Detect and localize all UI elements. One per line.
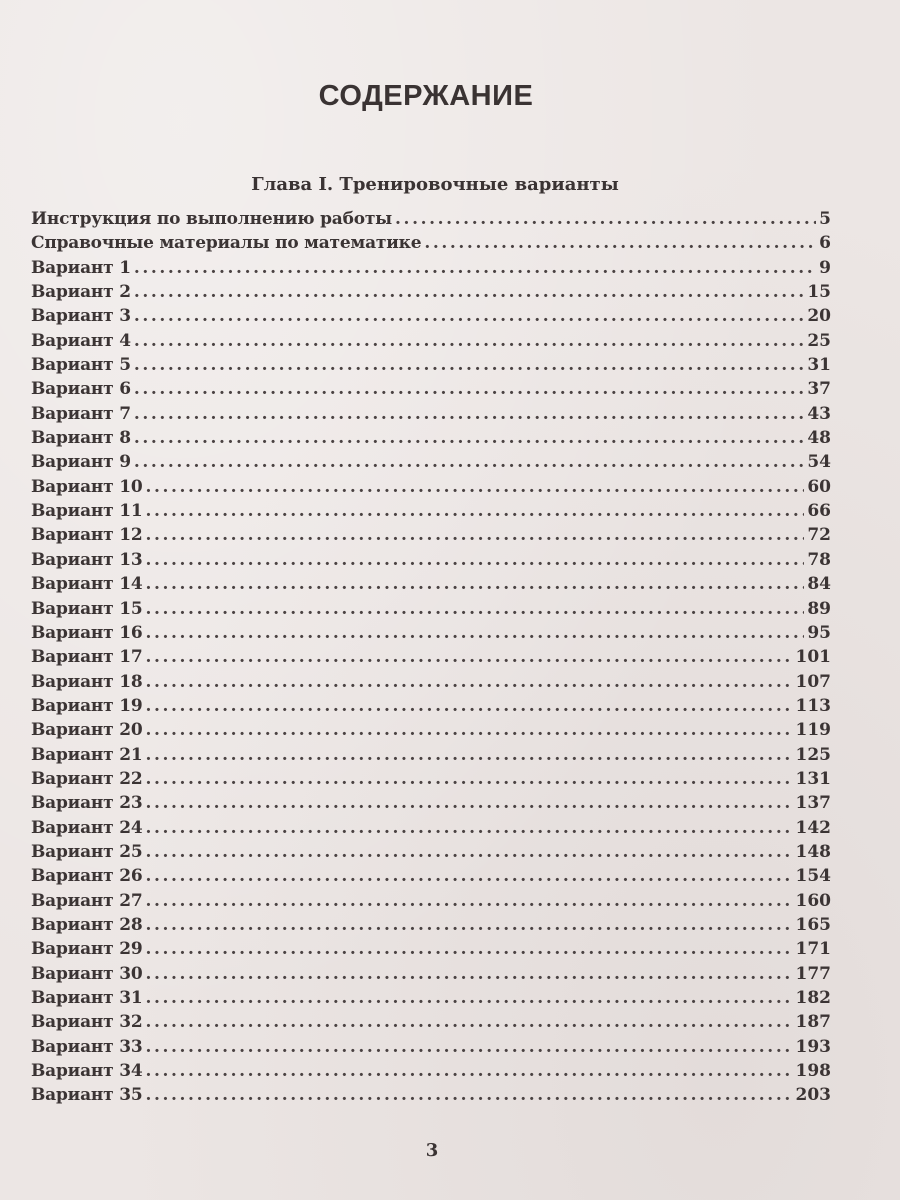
toc-entry-label: Вариант 7 [31,403,131,424]
toc-entry [31,1012,831,1036]
toc-entry-page: 182 [795,988,831,1008]
toc-entry-page: 148 [795,841,831,862]
toc-entry-label: Вариант 31 [31,988,143,1008]
toc-entry-label: Вариант 12 [31,525,143,546]
toc-entry-label: Вариант 25 [31,841,143,862]
dot-leader [134,306,805,326]
toc-entry-page: 72 [807,525,831,546]
dot-leader [145,1061,792,1081]
page-title: СОДЕРЖАНИЕ [318,80,534,112]
toc-entry [31,1085,831,1109]
dot-leader [145,1037,792,1057]
toc-entry-label: Вариант 8 [31,428,131,449]
toc-entry-page: 119 [795,720,831,741]
toc-entry-label: Вариант 11 [31,501,143,522]
dot-leader [424,233,816,253]
toc-entry-label: Вариант 1 [31,257,131,278]
toc-entry-page: 137 [795,793,831,814]
toc-entry-label: Вариант 26 [31,866,143,887]
toc-entry-page: 43 [807,403,831,424]
toc-entry-label: Вариант 29 [31,939,143,960]
dot-leader [145,1012,792,1032]
toc-entry [31,623,831,647]
toc-entry-page: 37 [807,379,831,400]
toc-entry-label: Вариант 34 [31,1061,143,1082]
toc-entry-label: Вариант 22 [31,768,143,789]
toc-entry-label: Вариант 27 [31,890,143,911]
toc-entry-label: Вариант 28 [31,914,143,935]
toc-entry [31,672,831,696]
toc-entry-label: Вариант 4 [31,330,131,351]
toc-entry-page: 177 [795,963,831,984]
toc-entry [31,574,831,598]
toc-entry [31,1037,831,1061]
toc-entry-label: Вариант 10 [31,476,143,497]
toc-entry [31,404,831,428]
toc-entry-page: 9 [819,257,831,278]
toc-entry [31,501,831,525]
toc-entry-page: 101 [795,647,831,668]
dot-leader [145,672,792,692]
dot-leader [145,842,792,862]
toc-entry-page: 154 [795,866,831,887]
toc-entry-page: 193 [795,1036,831,1057]
dot-leader [145,501,804,521]
toc-entry [31,745,831,769]
toc-entry [31,306,831,330]
table-of-contents [31,209,831,1110]
dot-leader [145,964,792,984]
toc-entry-label: Вариант 9 [31,452,131,473]
toc-entry [31,258,831,282]
toc-entry [31,988,831,1012]
dot-leader [134,331,805,351]
toc-entry-label: Инструкция по выполнению работы [31,209,393,229]
dot-leader [145,477,804,497]
toc-entry [31,477,831,501]
dot-leader [134,282,805,302]
dot-leader [145,866,792,886]
toc-entry-label: Вариант 33 [31,1036,143,1057]
toc-entry-page: 15 [807,282,831,303]
toc-entry-label: Вариант 19 [31,695,143,716]
toc-entry-page: 66 [807,501,831,522]
toc-entry-page: 25 [807,330,831,351]
dot-leader [145,818,792,838]
toc-entry-page: 142 [795,817,831,838]
dot-leader [134,428,805,448]
toc-entry-page: 171 [795,939,831,960]
dot-leader [145,915,792,935]
dot-leader [145,939,792,959]
page-number: 3 [425,1140,439,1161]
toc-entry-label: Вариант 23 [31,793,143,814]
toc-entry [31,550,831,574]
toc-entry-label: Вариант 35 [31,1085,143,1106]
dot-leader [145,769,792,789]
toc-entry-label: Вариант 17 [31,647,143,668]
toc-entry-page: 48 [807,428,831,449]
toc-entry [31,599,831,623]
dot-leader [145,745,792,765]
toc-entry-label: Вариант 20 [31,720,143,741]
toc-entry-page: 113 [795,695,831,716]
toc-entry [31,964,831,988]
toc-entry-label: Вариант 13 [31,549,143,570]
toc-entry-page: 54 [807,452,831,473]
dot-leader [145,599,804,619]
chapter-title: Глава I. Тренировочные варианты [251,174,619,195]
toc-entry-label: Вариант 16 [31,622,143,643]
toc-entry [31,379,831,403]
toc-entry-page: 107 [795,671,831,692]
toc-entry [31,331,831,355]
toc-entry-page: 20 [807,306,831,327]
dot-leader [145,525,804,545]
toc-entry [31,209,831,233]
toc-entry-label: Вариант 14 [31,574,143,595]
toc-entry-page: 5 [819,209,831,229]
toc-entry-label: Вариант 18 [31,671,143,692]
dot-leader [145,1085,792,1105]
toc-entry [31,233,831,257]
toc-entry-label: Вариант 2 [31,282,131,303]
toc-entry [31,939,831,963]
toc-entry-label: Вариант 24 [31,817,143,838]
toc-entry [31,769,831,793]
dot-leader [134,258,816,278]
toc-entry [31,720,831,744]
dot-leader [395,209,816,229]
dot-leader [145,793,792,813]
toc-entry-label: Вариант 6 [31,379,131,400]
toc-entry [31,1061,831,1085]
dot-leader [134,379,805,399]
toc-entry-page: 131 [795,768,831,789]
dot-leader [145,574,804,594]
toc-entry-label: Вариант 3 [31,306,131,327]
toc-entry [31,647,831,671]
toc-entry [31,915,831,939]
toc-entry-page: 84 [807,574,831,595]
toc-entry [31,428,831,452]
toc-entry-page: 31 [807,355,831,376]
toc-entry-page: 6 [819,233,831,254]
dot-leader [145,696,792,716]
dot-leader [145,623,804,643]
toc-entry-page: 95 [807,622,831,643]
dot-leader [134,404,805,424]
toc-entry [31,842,831,866]
toc-entry [31,891,831,915]
toc-entry-page: 187 [795,1012,831,1033]
toc-entry-label: Вариант 21 [31,744,143,765]
toc-entry [31,866,831,890]
toc-entry-page: 165 [795,914,831,935]
toc-entry-label: Вариант 30 [31,963,143,984]
toc-entry-page: 203 [795,1085,831,1106]
dot-leader [145,720,792,740]
toc-entry-label: Вариант 15 [31,598,143,619]
dot-leader [145,988,792,1008]
toc-entry-label: Вариант 5 [31,355,131,376]
toc-entry-label: Вариант 32 [31,1012,143,1033]
toc-entry [31,282,831,306]
toc-entry [31,793,831,817]
toc-entry-page: 125 [795,744,831,765]
toc-entry-page: 60 [807,476,831,497]
toc-entry [31,355,831,379]
dot-leader [145,891,792,911]
toc-entry-page: 160 [795,890,831,911]
toc-entry-page: 78 [807,549,831,570]
toc-entry [31,525,831,549]
dot-leader [145,647,792,667]
dot-leader [134,355,805,375]
toc-entry-page: 198 [795,1061,831,1082]
dot-leader [145,550,804,570]
toc-entry-page: 89 [807,598,831,619]
toc-entry-label: Справочные материалы по математике [31,233,422,254]
toc-entry [31,452,831,476]
dot-leader [134,452,805,472]
toc-entry [31,818,831,842]
toc-entry [31,696,831,720]
